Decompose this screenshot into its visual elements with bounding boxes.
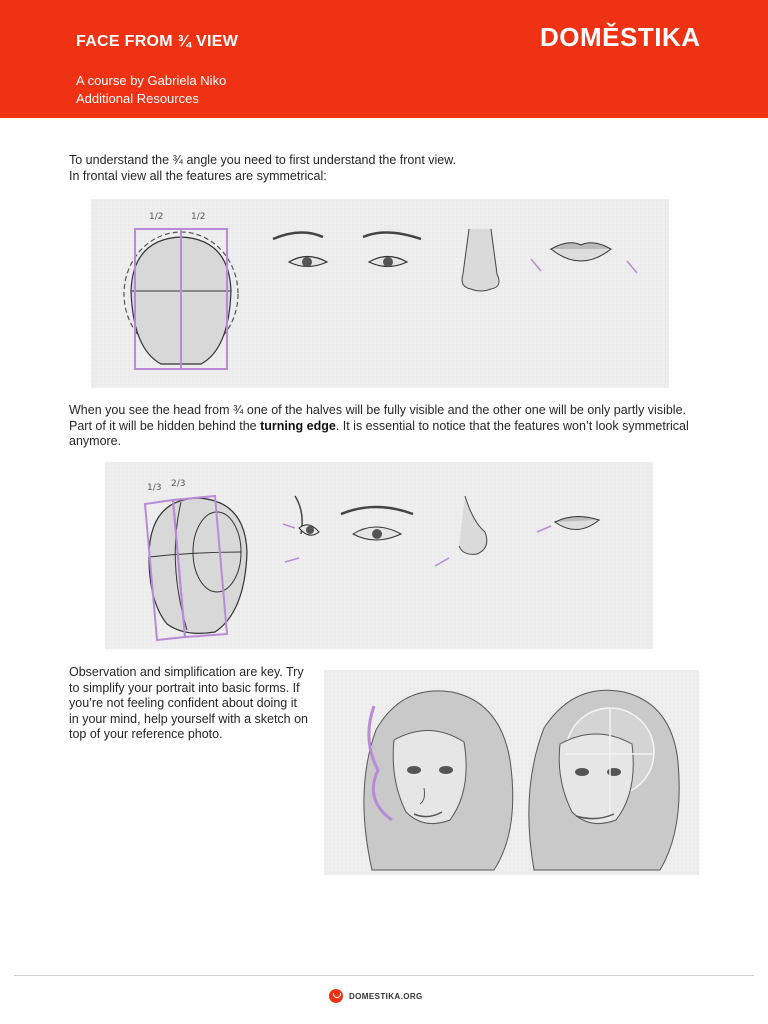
intro-line-2: In frontal view all the features are symmetrical: xyxy=(69,168,327,183)
front-label-right: 1/2 xyxy=(191,212,206,222)
turning-edge-term: turning edge xyxy=(260,418,336,433)
portrait-reference-illustration xyxy=(324,670,699,875)
intro-paragraph xyxy=(69,153,689,184)
portrait-sketch xyxy=(324,670,699,875)
three-quarter-paragraph xyxy=(69,403,709,450)
three-quarter-label-left: 1/3 xyxy=(147,483,162,493)
footer-url[interactable]: DOMESTIKA.ORG xyxy=(349,991,423,1001)
three-quarter-sketch xyxy=(105,462,653,649)
course-author: A course by Gabriela Niko xyxy=(76,73,227,88)
three-quarter-label-right: 2/3 xyxy=(171,479,186,489)
course-title: FACE FROM ¾ VIEW xyxy=(76,33,239,50)
domestika-logo: DOMĚSTIKA xyxy=(540,22,701,52)
three-quarter-text-after: . It is essential to notice that the features won’t look symmetrical anymore. xyxy=(69,418,689,448)
three-quarter-illustration xyxy=(105,462,653,649)
footer-divider xyxy=(14,975,754,976)
course-subtitle xyxy=(76,72,226,108)
observation-paragraph: Observation and simplification are key. Try to simplify your portrait into basic forms. If you’re not feeling confident about doing it in your mind, help yourself with a sketch on top of your reference photo. xyxy=(69,665,309,741)
three-quarter-text-before: When you see the head from ¾ one of the halves will be fully visible and the other one will be only partly visible. Part of it will be hidden behind the xyxy=(69,403,687,433)
front-view-illustration xyxy=(91,199,669,388)
header-banner xyxy=(0,0,768,118)
domestika-badge-icon xyxy=(329,989,343,1003)
intro-line-1: To understand the ¾ angle you need to first understand the front view. xyxy=(69,153,457,167)
front-label-left: 1/2 xyxy=(149,212,164,222)
resources-label: Additional Resources xyxy=(76,91,199,106)
front-view-sketch xyxy=(91,199,669,388)
footer-brand[interactable] xyxy=(329,988,423,1004)
